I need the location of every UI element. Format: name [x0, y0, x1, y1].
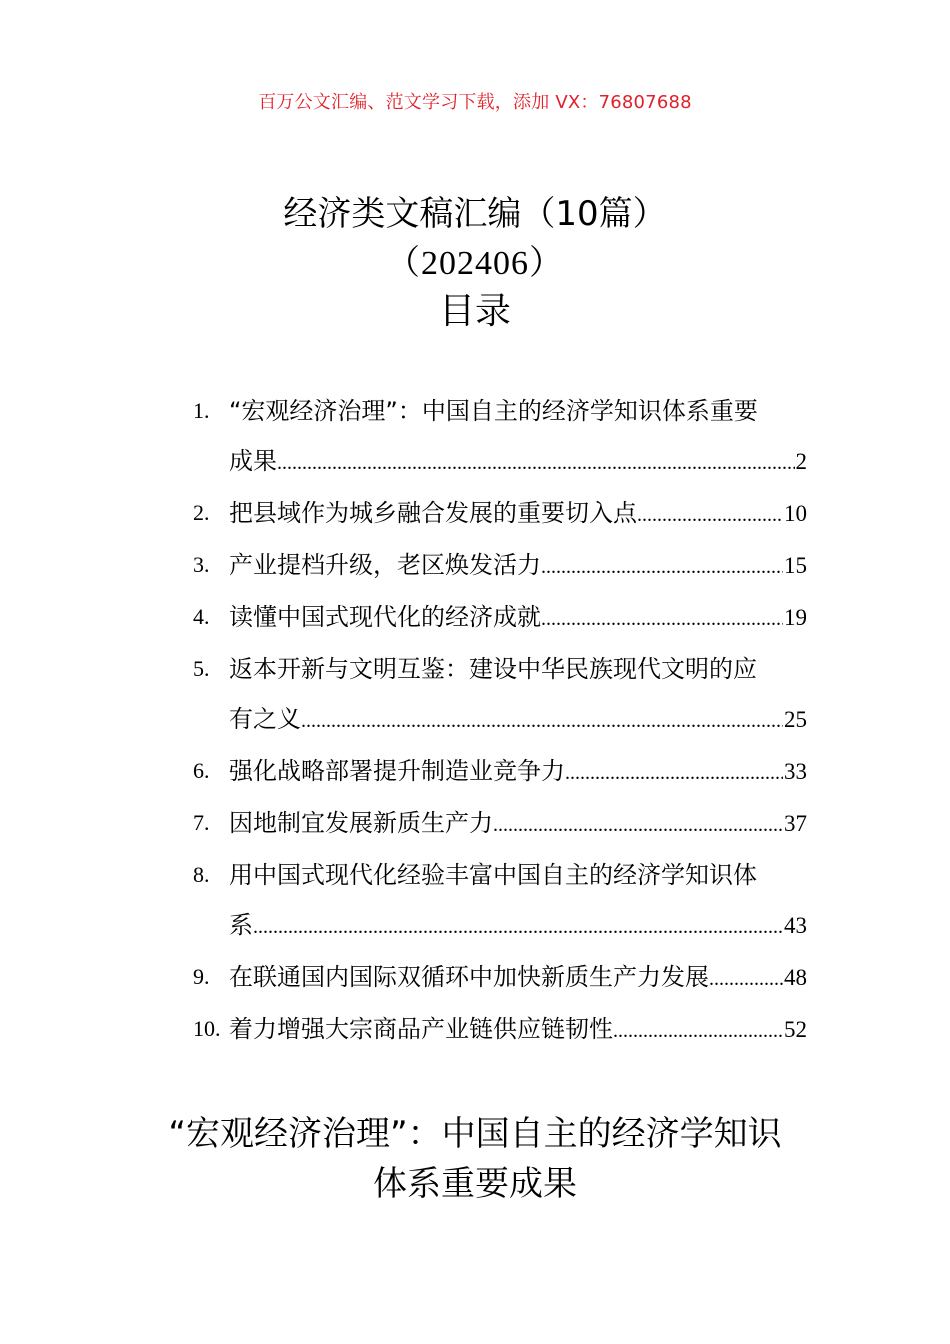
toc-page-number: 52 [784, 1017, 807, 1042]
toc-entry[interactable] [193, 644, 807, 746]
toc-entry-title: 用中国式现代化经验丰富中国自主的经济学知识体 [229, 861, 757, 889]
toc-entry-title: 有之义 [229, 705, 301, 733]
toc-page-number: 2 [795, 449, 807, 474]
document-title: 经济类文稿汇编（10篇） [283, 194, 667, 234]
toc-entry-title: 把县域作为城乡融合发展的重要切入点 [229, 499, 637, 527]
toc-entry-title: 系 [229, 911, 253, 939]
header-note: 百万公文汇编、范文学习下载，添加 VX：76807688 [258, 92, 692, 113]
toc-entry-title: 读懂中国式现代化的经济成就 [229, 603, 541, 631]
toc-entry[interactable] [193, 488, 807, 540]
toc-leader-dots [565, 748, 783, 798]
toc-page-number: 19 [784, 605, 807, 630]
toc-heading: 目录 [438, 291, 511, 332]
toc-leader-dots [277, 438, 795, 488]
toc-leader-dots [541, 542, 783, 592]
table-of-contents [193, 386, 807, 1056]
toc-entry-number: 9. [193, 964, 210, 989]
toc-entry[interactable] [193, 540, 807, 592]
toc-page-number: 37 [784, 811, 807, 836]
document-date: （202406） [386, 245, 564, 282]
toc-leader-dots [253, 902, 783, 952]
toc-entry-number: 6. [193, 758, 210, 783]
toc-entry-number: 7. [193, 810, 210, 835]
toc-page-number: 33 [784, 759, 807, 784]
toc-page-number: 48 [784, 965, 807, 990]
toc-leader-dots [541, 594, 783, 644]
toc-entry[interactable] [193, 592, 807, 644]
toc-page-number: 10 [784, 501, 807, 526]
toc-entry-title: 成果 [229, 447, 277, 475]
toc-entry-number: 5. [193, 656, 210, 681]
toc-leader-dots [493, 800, 783, 850]
toc-entry-number: 3. [193, 552, 210, 577]
toc-entry-number: 10. [193, 1016, 221, 1041]
toc-entry-title: 产业提档升级，老区焕发活力 [229, 551, 541, 579]
toc-entry-title: 因地制宜发展新质生产力 [229, 809, 493, 837]
toc-leader-dots [301, 696, 783, 746]
section-title-line-2: 体系重要成果 [373, 1164, 577, 1204]
toc-entry-number: 4. [193, 604, 210, 629]
toc-entry-title: 强化战略部署提升制造业竞争力 [229, 757, 565, 785]
section-title-line-1: “宏观经济治理”：中国自主的经济学知识 [168, 1114, 782, 1154]
toc-page-number: 15 [784, 553, 807, 578]
toc-entry-title: 在联通国内国际双循环中加快新质生产力发展 [229, 963, 709, 991]
toc-entry[interactable] [193, 386, 807, 488]
toc-entry[interactable] [193, 952, 807, 1004]
toc-entry[interactable] [193, 850, 807, 952]
toc-entry-number: 1. [193, 398, 210, 423]
toc-page-number: 43 [784, 913, 807, 938]
toc-page-number: 25 [784, 707, 807, 732]
toc-leader-dots [613, 1006, 783, 1056]
toc-entry-number: 8. [193, 862, 210, 887]
toc-entry[interactable] [193, 746, 807, 798]
toc-entry-title: “宏观经济治理”：中国自主的经济学知识体系重要 [229, 397, 758, 425]
toc-entry[interactable] [193, 1004, 807, 1056]
toc-leader-dots [709, 954, 783, 1004]
toc-entry-number: 2. [193, 500, 210, 525]
toc-entry-title: 着力增强大宗商品产业链供应链韧性 [229, 1015, 613, 1043]
toc-entry-title: 返本开新与文明互鉴：建设中华民族现代文明的应 [229, 655, 757, 683]
toc-leader-dots [637, 490, 783, 540]
toc-entry[interactable] [193, 798, 807, 850]
